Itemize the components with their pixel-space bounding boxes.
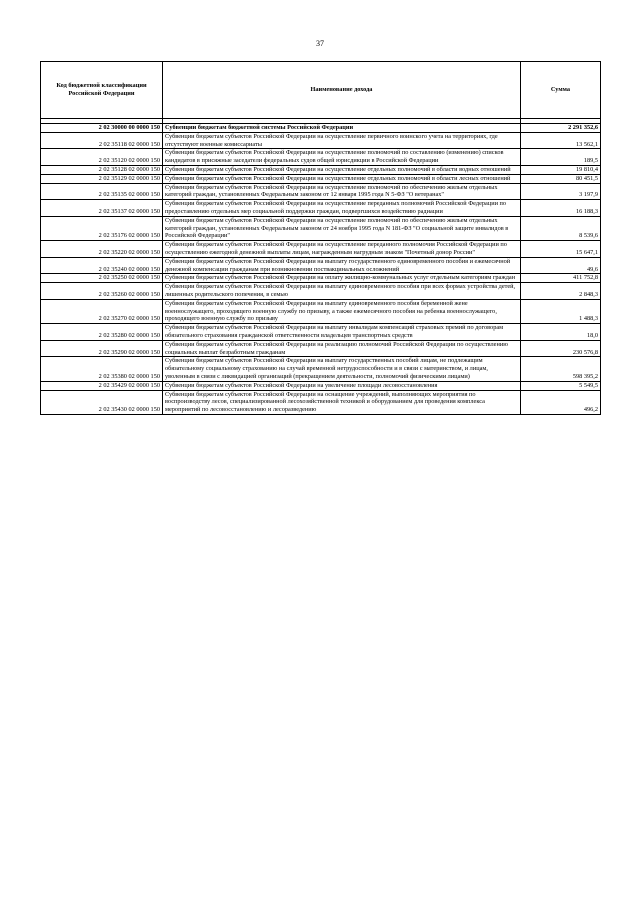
table-row xyxy=(41,283,601,300)
name-cell: Субвенции бюджетам субъектов Российской Федерации на осуществление отдельных полномочий в области водных отношений xyxy=(163,165,521,174)
table-row xyxy=(41,381,601,390)
table-row xyxy=(41,165,601,174)
code-cell: 2 02 35176 02 0000 150 xyxy=(41,216,163,240)
name-cell: Субвенции бюджетам субъектов Российской Федерации на осуществление первичного воинского учета на территориях, где отсутствуют военные комиссариаты xyxy=(163,132,521,149)
table-header-row xyxy=(41,62,601,119)
code-cell: 2 02 35135 02 0000 150 xyxy=(41,183,163,200)
name-cell: Субвенции бюджетам субъектов Российской Федерации на реализацию полномочий Российской Федерации по осуществлению социальных выплат безработным гражданам xyxy=(163,340,521,357)
header-code: Код бюджетной классификации Российской Федерации xyxy=(41,62,163,119)
code-cell: 2 02 35129 02 0000 150 xyxy=(41,174,163,183)
code-cell: 2 02 35250 02 0000 150 xyxy=(41,274,163,283)
sum-cell: 189,5 xyxy=(521,149,601,166)
table-row xyxy=(41,132,601,149)
code-cell: 2 02 35290 02 0000 150 xyxy=(41,340,163,357)
name-cell: Субвенции бюджетам субъектов Российской Федерации на выплату государственного единовременного пособия и ежемесячной денежной компенсации гражданам при возникновении поствакцинальных осложнений xyxy=(163,257,521,274)
sum-cell: 8 539,6 xyxy=(521,216,601,240)
sum-cell: 80 451,5 xyxy=(521,174,601,183)
page-number: 37 xyxy=(316,39,324,48)
table-row xyxy=(41,390,601,414)
sum-cell: 230 576,8 xyxy=(521,340,601,357)
table-row xyxy=(41,257,601,274)
code-cell: 2 02 35240 02 0000 150 xyxy=(41,257,163,274)
sum-cell: 598 395,2 xyxy=(521,357,601,381)
code-cell: 2 02 35270 02 0000 150 xyxy=(41,299,163,323)
table-row xyxy=(41,299,601,323)
code-cell: 2 02 35118 02 0000 150 xyxy=(41,132,163,149)
sum-cell: 13 562,1 xyxy=(521,132,601,149)
sum-cell: 15 647,1 xyxy=(521,241,601,258)
name-cell: Субвенции бюджетам субъектов Российской Федерации на выплату государственных пособий лицам, не подлежащим обязательному социальному страхованию на случай временной нетрудоспособности и в связи с материнством, и лицам, уволенным в связи с ликвидацией организаций (прекращением деятельности, полномочий физическими лицами) xyxy=(163,357,521,381)
name-cell: Субвенции бюджетам субъектов Российской Федерации на осуществление переданных полномочий Российской Федерации по предоставлению отдельных мер социальной поддержки граждан, подвергшихся воздействию радиации xyxy=(163,200,521,217)
code-cell: 2 02 35120 02 0000 150 xyxy=(41,149,163,166)
name-cell: Субвенции бюджетам субъектов Российской Федерации на выплату единовременного пособия беременной жене военнослужащего, проходящего военную службу по призыву, а также ежемесячного пособия на ребенка военнослужащего, проходящего военную службу по призыву xyxy=(163,299,521,323)
sum-cell: 411 752,8 xyxy=(521,274,601,283)
name-cell: Субвенции бюджетам бюджетной системы Российской Федерации xyxy=(163,124,521,133)
sum-cell: 5 549,5 xyxy=(521,381,601,390)
header-name: Наименование дохода xyxy=(163,62,521,119)
code-cell: 2 02 35380 02 0000 150 xyxy=(41,357,163,381)
table-row xyxy=(41,174,601,183)
code-cell: 2 02 35280 02 0000 150 xyxy=(41,324,163,341)
table-row xyxy=(41,357,601,381)
table-row xyxy=(41,340,601,357)
sum-cell: 16 188,3 xyxy=(521,200,601,217)
sum-cell: 2 291 352,6 xyxy=(521,124,601,133)
code-cell: 2 02 35137 02 0000 150 xyxy=(41,200,163,217)
name-cell: Субвенции бюджетам субъектов Российской Федерации на осуществление полномочий по составлению (изменению) списков кандидатов в присяжные заседатели федеральных судов общей юрисдикции в Российской Федерации xyxy=(163,149,521,166)
table-row xyxy=(41,324,601,341)
name-cell: Субвенции бюджетам субъектов Российской Федерации на выплату инвалидам компенсаций страховых премий по договорам обязательного страхования гражданской ответственности владельцев транспортных средств xyxy=(163,324,521,341)
table-row xyxy=(41,149,601,166)
table-row xyxy=(41,216,601,240)
code-cell: 2 02 35128 02 0000 150 xyxy=(41,165,163,174)
name-cell: Субвенции бюджетам субъектов Российской Федерации на выплату единовременного пособия при всех формах устройства детей, лишенных родительского попечения, в семью xyxy=(163,283,521,300)
sum-cell: 1 488,3 xyxy=(521,299,601,323)
table-body xyxy=(41,119,601,415)
name-cell: Субвенции бюджетам субъектов Российской Федерации на осуществление отдельных полномочий в области лесных отношений xyxy=(163,174,521,183)
budget-table xyxy=(40,61,601,415)
code-cell: 2 02 35260 02 0000 150 xyxy=(41,283,163,300)
sum-cell: 3 197,9 xyxy=(521,183,601,200)
sum-cell: 49,6 xyxy=(521,257,601,274)
code-cell: 2 02 35429 02 0000 150 xyxy=(41,381,163,390)
header-sum: Сумма xyxy=(521,62,601,119)
table-row xyxy=(41,200,601,217)
sum-cell: 18,0 xyxy=(521,324,601,341)
sum-cell: 496,2 xyxy=(521,390,601,414)
code-cell: 2 02 30000 00 0000 150 xyxy=(41,124,163,133)
table-row xyxy=(41,124,601,133)
name-cell: Субвенции бюджетам субъектов Российской Федерации на осуществление переданного полномочия Российской Федерации по осуществлению ежегодной денежной выплаты лицам, награжденным нагрудным знаком "Почетный донор России" xyxy=(163,241,521,258)
name-cell: Субвенции бюджетам субъектов Российской Федерации на осуществление полномочий по обеспечению жильем отдельных категорий граждан, установленных Федеральным законом от 12 января 1995 года N 5-ФЗ "О ветеранах" xyxy=(163,183,521,200)
code-cell: 2 02 35430 02 0000 150 xyxy=(41,390,163,414)
table-row xyxy=(41,241,601,258)
name-cell: Субвенции бюджетам субъектов Российской Федерации на осуществление полномочий по обеспечению жильем отдельных категорий граждан, установленных Федеральным законом от 24 ноября 1995 года N 181-ФЗ "О социальной защите инвалидов в Российской Федерации" xyxy=(163,216,521,240)
table-row xyxy=(41,183,601,200)
code-cell: 2 02 35220 02 0000 150 xyxy=(41,241,163,258)
name-cell: Субвенции бюджетам субъектов Российской Федерации на оснащение учреждений, выполняющих мероприятия по воспроизводству лесов, специализированной лесохозяйственной техникой и оборудованием для проведения комплекса мероприятий по лесовосстановлению и лесоразведению xyxy=(163,390,521,414)
sum-cell: 19 810,4 xyxy=(521,165,601,174)
table-row xyxy=(41,274,601,283)
sum-cell: 2 848,3 xyxy=(521,283,601,300)
name-cell: Субвенции бюджетам субъектов Российской Федерации на оплату жилищно-коммунальных услуг отдельным категориям граждан xyxy=(163,274,521,283)
name-cell: Субвенции бюджетам субъектов Российской Федерации на увеличение площади лесовосстановления xyxy=(163,381,521,390)
